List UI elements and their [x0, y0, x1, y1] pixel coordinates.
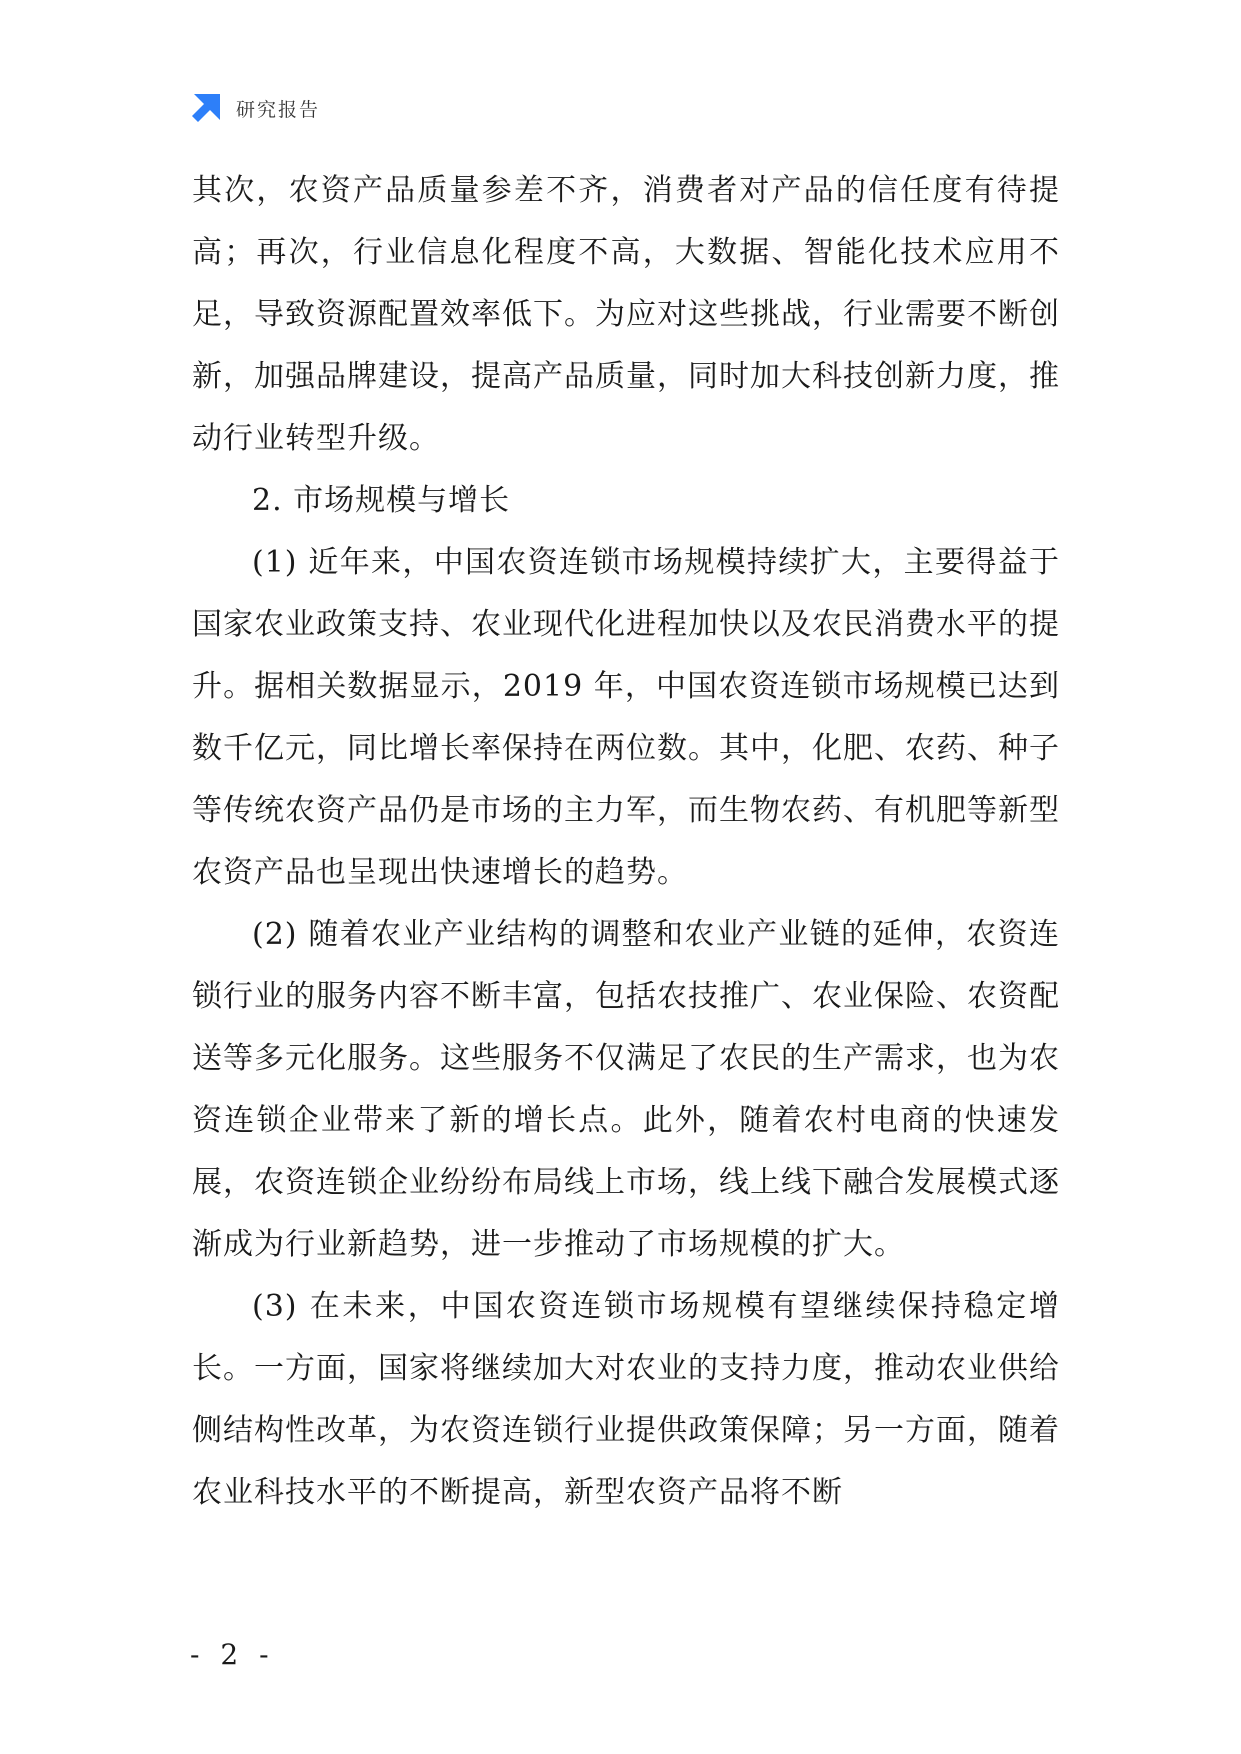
document-body: [192, 160, 1060, 1524]
page-header: [190, 88, 320, 128]
paragraph-point-1: (1) 近年来，中国农资连锁市场规模持续扩大，主要得益于国家农业政策支持、农业现代化进程加快以及农民消费水平的提升。据相关数据显示，2019 年，中国农资连锁市场规模已达到数千亿元，同比增长率保持在两位数。其中，化肥、农药、种子等传统农资产品仍是市场的主力军，而生物农药、有机肥等新型农资产品也呈现出快速增长的趋势。: [192, 545, 1060, 890]
paragraph-challenges: 其次，农资产品质量参差不齐，消费者对产品的信任度有待提高；再次，行业信息化程度不高，大数据、智能化技术应用不足，导致资源配置效率低下。为应对这些挑战，行业需要不断创新，加强品牌建设，提高产品质量，同时加大科技创新力度，推动行业转型升级。: [192, 173, 1060, 456]
header-title: 研究报告: [236, 98, 321, 121]
arrow-up-right-icon: [190, 92, 222, 124]
section-heading-market-size: 2. 市场规模与增长: [252, 483, 511, 518]
page-number: - 2 -: [190, 1638, 275, 1671]
paragraph-point-2: (2) 随着农业产业结构的调整和农业产业链的延伸，农资连锁行业的服务内容不断丰富，包括农技推广、农业保险、农资配送等多元化服务。这些服务不仅满足了农民的生产需求，也为农资连锁企业带来了新的增长点。此外，随着农村电商的快速发展，农资连锁企业纷纷布局线上市场，线上线下融合发展模式逐渐成为行业新趋势，进一步推动了市场规模的扩大。: [192, 917, 1060, 1262]
paragraph-point-3: (3) 在未来，中国农资连锁市场规模有望继续保持稳定增长。一方面，国家将继续加大对农业的支持力度，推动农业供给侧结构性改革，为农资连锁行业提供政策保障；另一方面，随着农业科技水平的不断提高，新型农资产品将不断: [192, 1289, 1060, 1510]
